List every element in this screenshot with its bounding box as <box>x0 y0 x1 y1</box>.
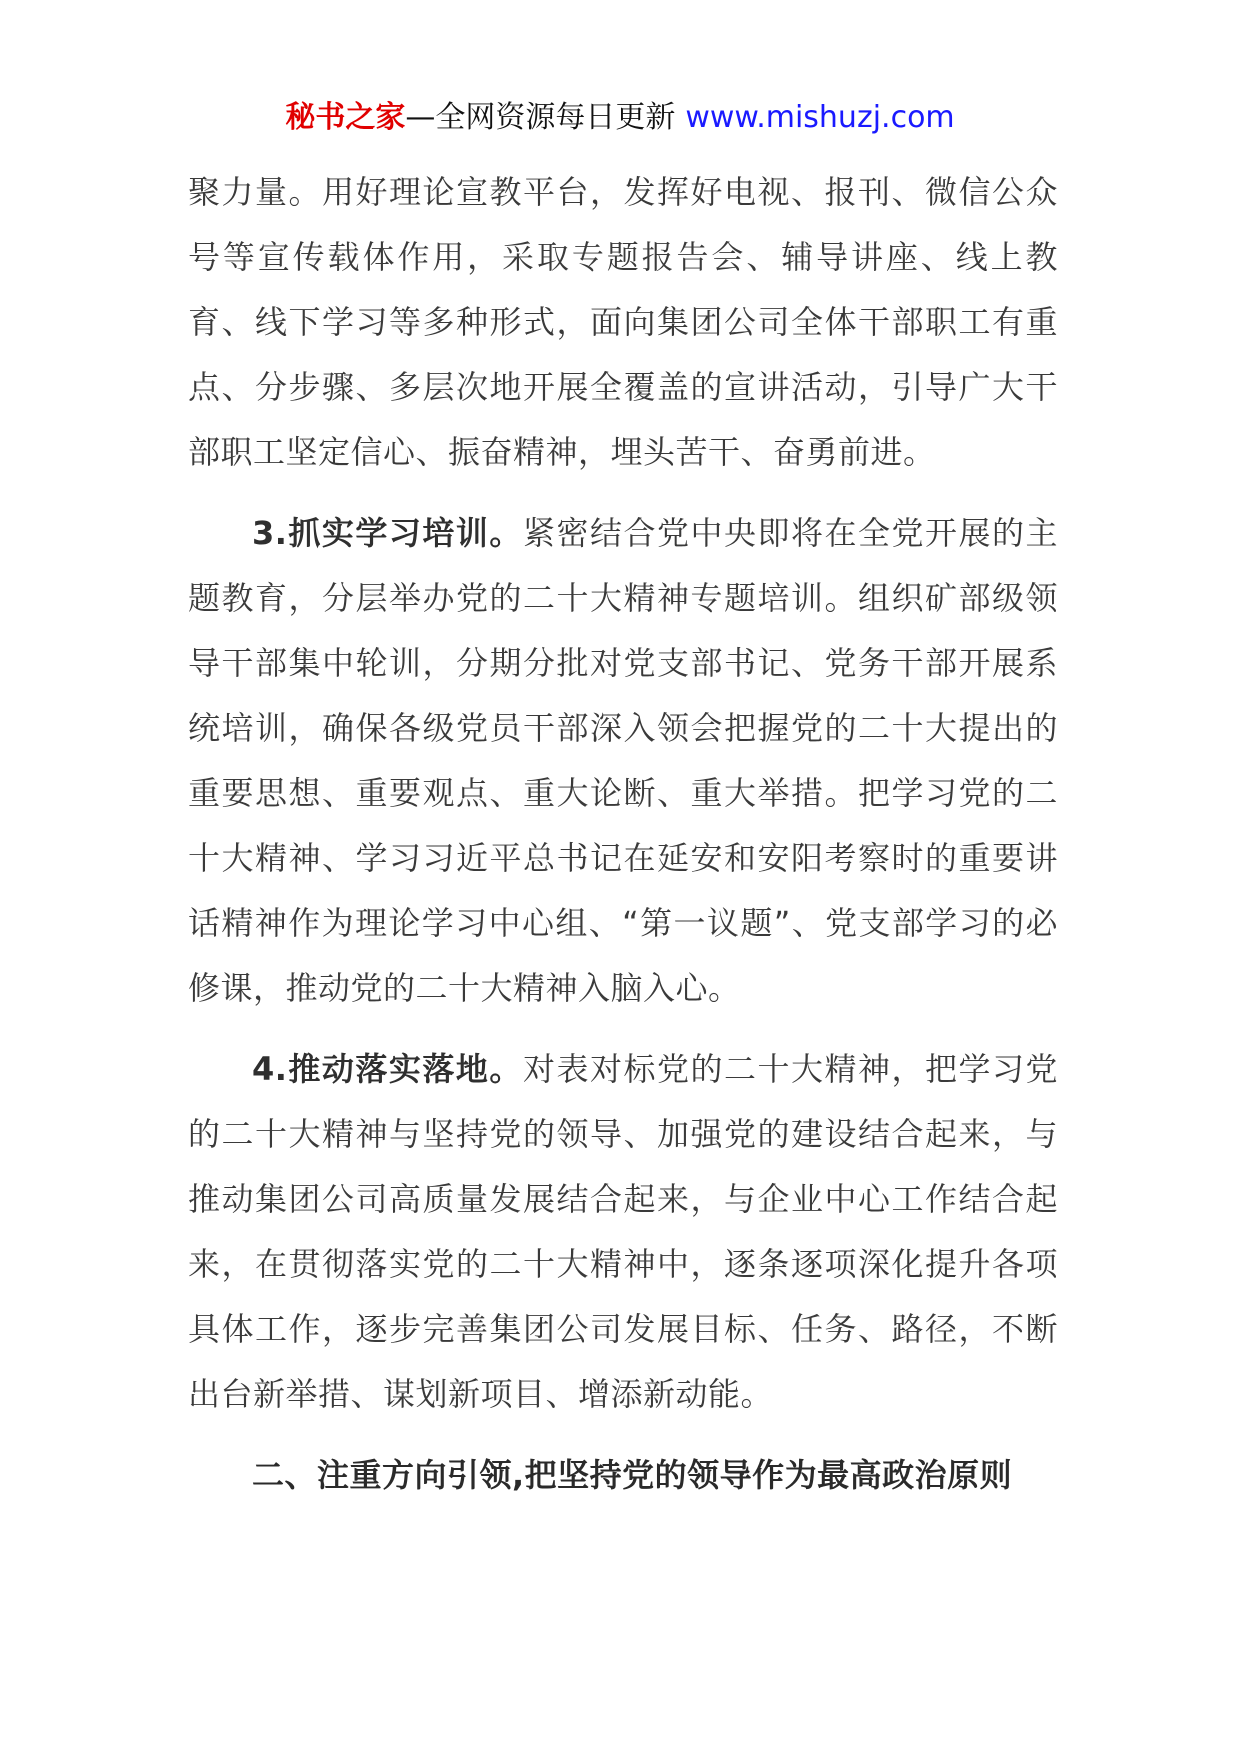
site-tagline: —全网资源每日更新 <box>405 100 676 135</box>
paragraph-implementation <box>188 1037 1058 1427</box>
site-url[interactable]: www.mishuzj.com <box>685 100 955 135</box>
paragraph-continuation <box>188 160 1058 485</box>
paragraph-study-training <box>188 501 1058 1021</box>
site-brand: 秘书之家 <box>285 100 406 135</box>
site-header <box>0 98 1240 138</box>
document-body <box>188 160 1058 1508</box>
paragraph-text: 聚力量。用好理论宣教平台，发挥好电视、报刊、微信公众号等宣传载体作用，采取专题报告会、辅导讲座、线上教育、线下学习等多种形式，面向集团公司全体干部职工有重点、分步骤、多层次地开展全覆盖的宣讲活动，引导广大干部职工坚定信心、振奋精神，埋头苦干、奋勇前进。 <box>188 173 1058 471</box>
section-heading: 二、注重方向引领,把坚持党的领导作为最高政治原则 <box>252 1456 1013 1494</box>
paragraph-lead: 3.抓实学习培训。 <box>252 514 523 552</box>
paragraph-lead: 4.推动落实落地。 <box>252 1050 523 1088</box>
paragraph-text: 对表对标党的二十大精神，把学习党的二十大精神与坚持党的领导、加强党的建设结合起来，与推动集团公司高质量发展结合起来，与企业中心工作结合起来，在贯彻落实党的二十大精神中，逐条逐项深化提升各项具体工作，逐步完善集团公司发展目标、任务、路径，不断出台新举措、谋划新项目、增添新动能。 <box>188 1050 1058 1413</box>
paragraph-text: 紧密结合党中央即将在全党开展的主题教育，分层举办党的二十大精神专题培训。组织矿部级领导干部集中轮训，分期分批对党支部书记、党务干部开展系统培训，确保各级党员干部深入领会把握党的二十大提出的重要思想、重要观点、重大论断、重大举措。把学习党的二十大精神、学习习近平总书记在延安和安阳考察时的重要讲话精神作为理论学习中心组、“第一议题”、党支部学习的必修课，推动党的二十大精神入脑入心。 <box>188 514 1058 1007</box>
